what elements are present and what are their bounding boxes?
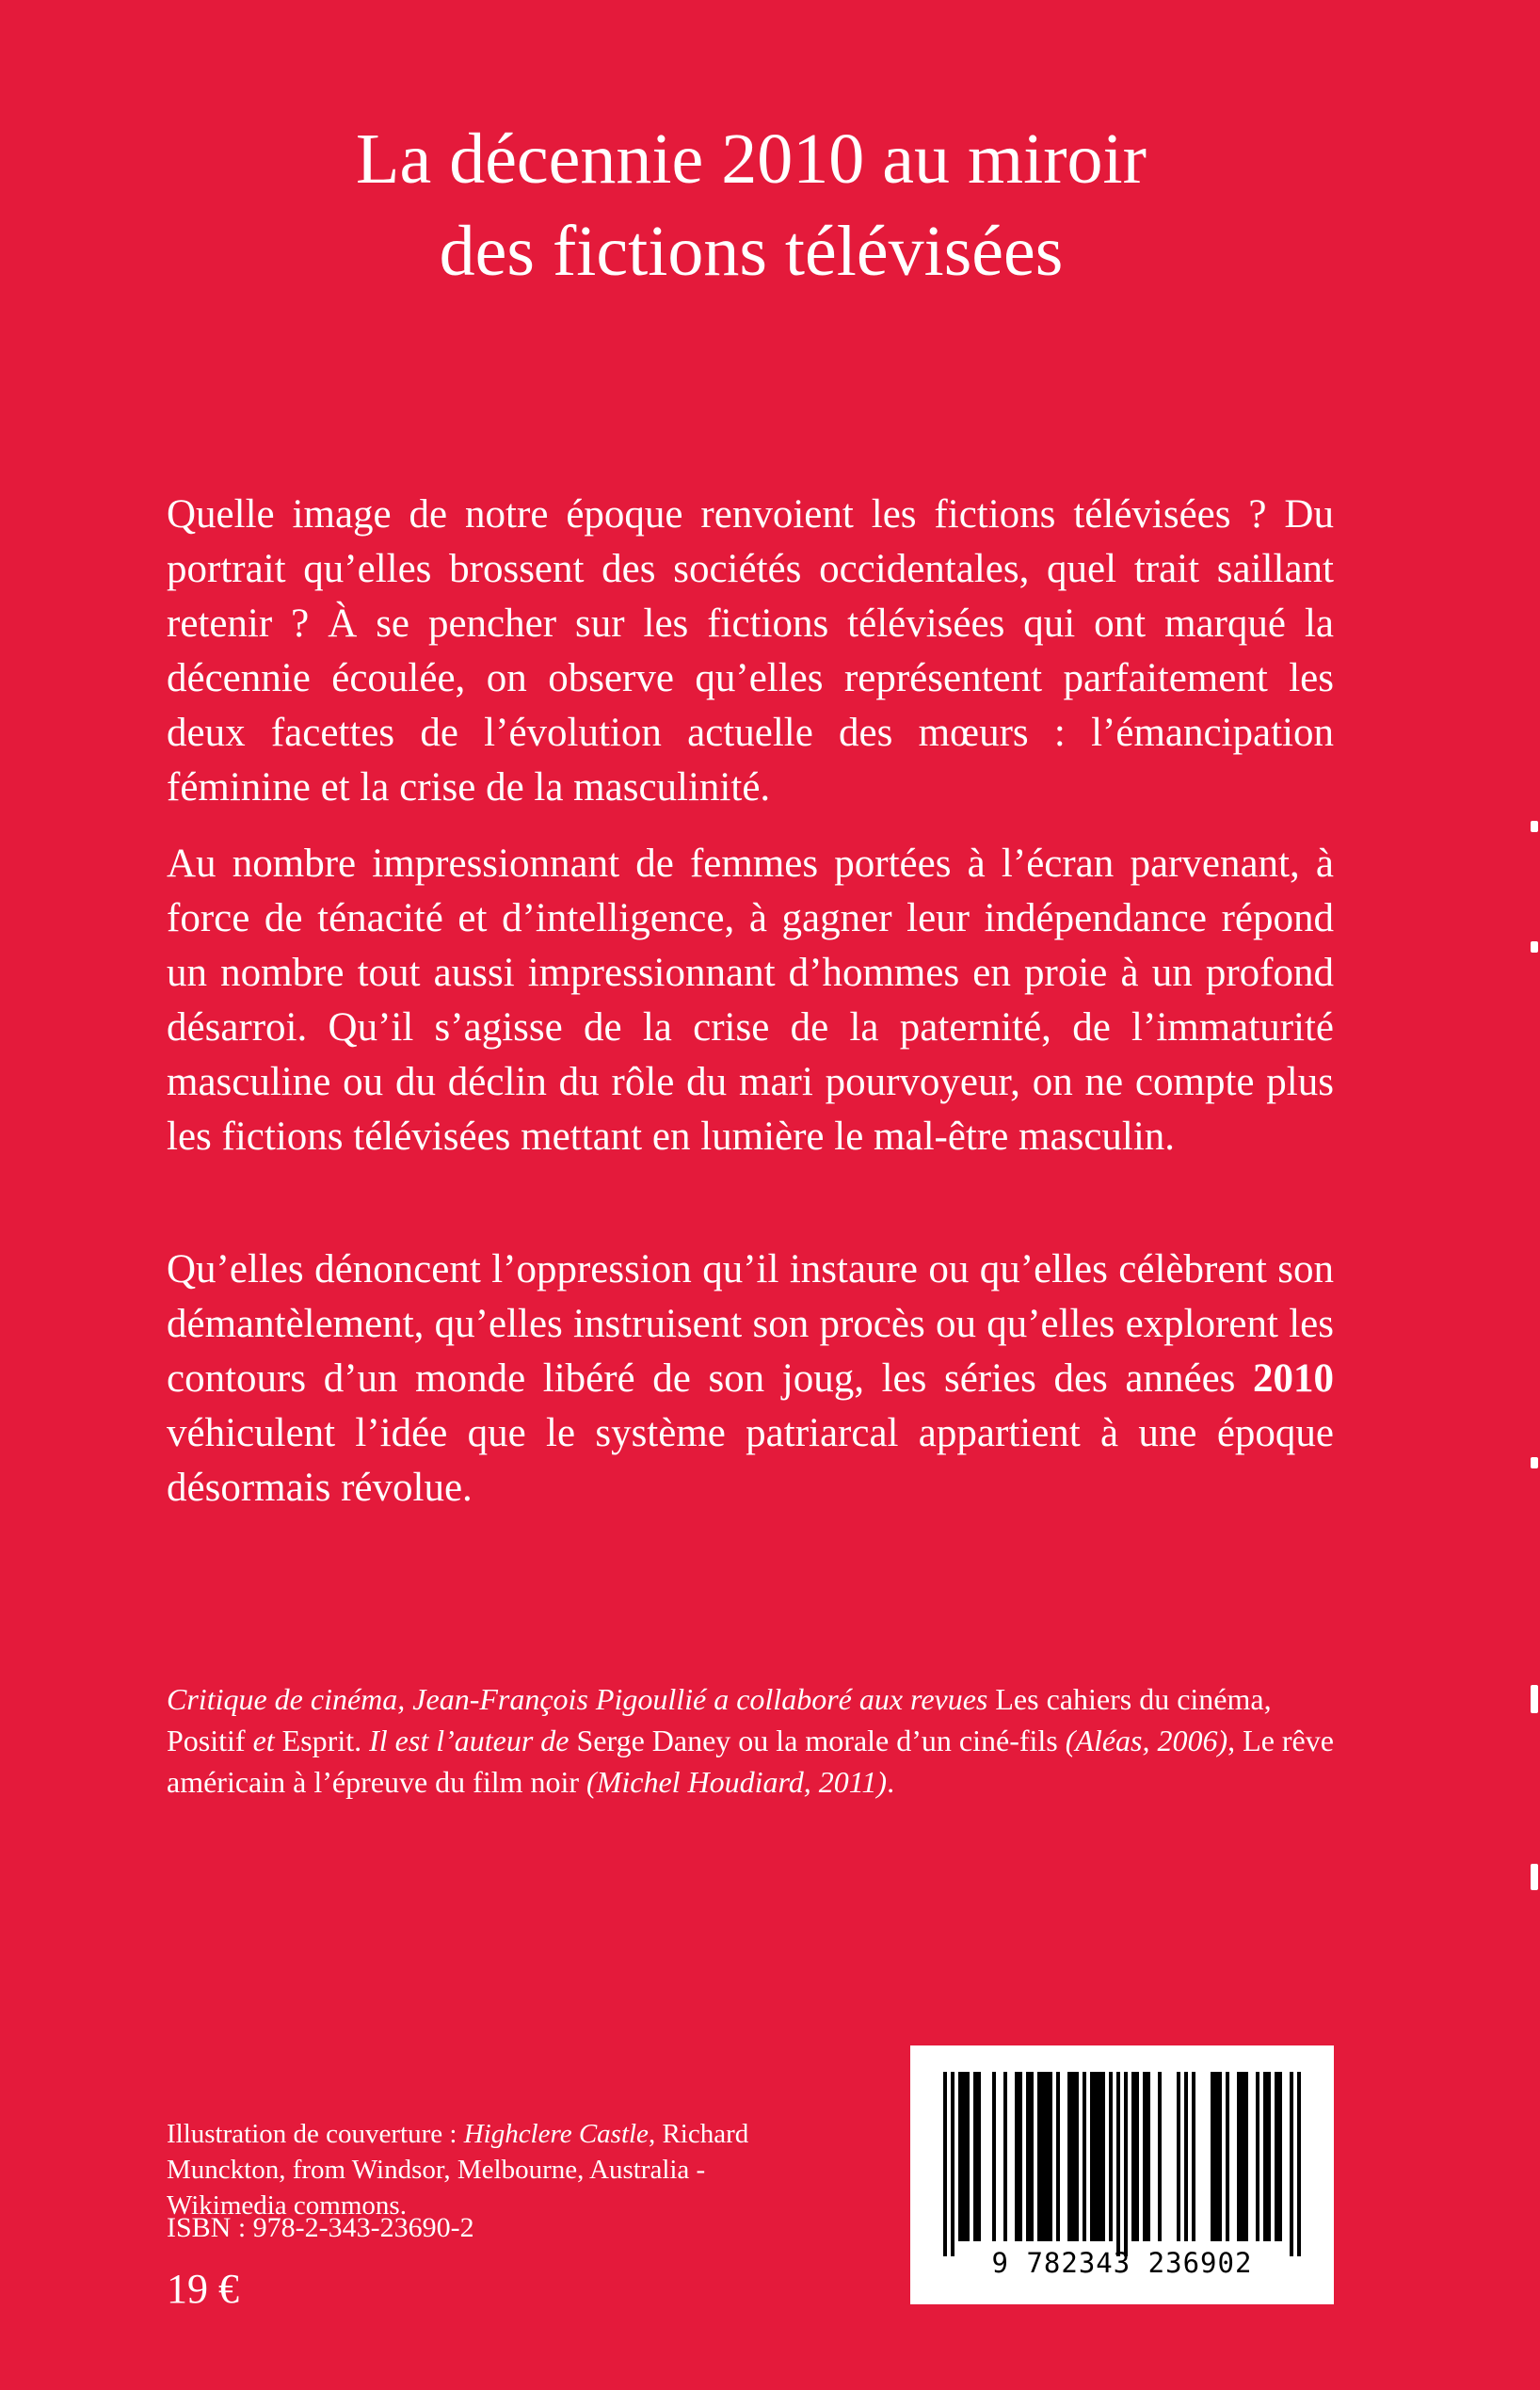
barcode-bar — [1015, 2072, 1022, 2241]
barcode-bar — [1026, 2072, 1034, 2241]
barcode-bar — [1177, 2072, 1180, 2241]
bio-part-5: Il est l’auteur de — [369, 1724, 569, 1757]
bio-part-8: , Le rêve américain à l’épreuve du film noir — [167, 1724, 1334, 1799]
blurb-p3-year: 2010 — [1253, 1356, 1334, 1401]
barcode-bar — [1143, 2072, 1150, 2241]
barcode-bar — [1083, 2072, 1086, 2241]
blurb-paragraph-2: Au nombre impressionnant de femmes portées à l’écran parvenant, à force de ténacité et d’intelligence, à gagner leur indépendance répond un nombre tout aussi impressionnant d’hommes en proie à un profond désarroi. Qu’il s’agisse de la crise de la paternité, de l’immaturité masculine ou du déclin du rôle du mari pourvoyeur, on ne compte plus les fictions télévisées mettant en lumière le mal-être masculin. — [167, 842, 1334, 1159]
barcode-bar — [1275, 2072, 1282, 2241]
barcode-bar — [1124, 2072, 1128, 2256]
barcode-bar — [1237, 2072, 1248, 2241]
blurb-paragraph-3 — [167, 1243, 1334, 1516]
barcode-bar — [973, 2072, 981, 2241]
barcode-bar — [1211, 2072, 1222, 2241]
barcode-bar — [1109, 2072, 1113, 2241]
barcode-bar — [1116, 2072, 1120, 2256]
barcode-bar — [1131, 2072, 1139, 2241]
title-line-1: La décennie 2010 au miroir — [356, 120, 1147, 199]
barcode-digits: 9 782343 236902 — [991, 2247, 1253, 2279]
bio-part-10: . — [887, 1765, 895, 1799]
bio-part-1: Critique de cinéma, Jean-François Pigoullié a collaboré aux revues — [167, 1682, 988, 1716]
barcode-box — [910, 2045, 1334, 2304]
edge-mark-2 — [1531, 941, 1538, 953]
barcode-bar — [958, 2072, 970, 2241]
barcode-bar — [1256, 2072, 1259, 2241]
blurb-p3-end: véhiculent l’idée que le système patriarcal appartient à une époque désormais révolue. — [167, 1411, 1334, 1510]
barcode-bar — [1297, 2072, 1301, 2256]
blurb-paragraph-1: Quelle image de notre époque renvoient les fictions télévisées ? Du portrait qu’elles brossent des sociétés occidentales, quel trait saillant retenir ? À se pencher sur les fictions télévisées qui ont marqué la décennie écoulée, on observe qu’elles représentent parfaitement les deux facettes de l’évolution actuelle des mœurs : l’émancipation féminine et la crise de la masculinité. — [167, 492, 1334, 810]
bio-part-4: Esprit. — [274, 1724, 370, 1757]
price-text: 19 € — [167, 2266, 239, 2312]
barcode-bar — [1056, 2072, 1060, 2241]
edge-mark-4 — [1531, 1685, 1538, 1713]
barcode-bar — [1184, 2072, 1188, 2241]
barcode-bar — [1226, 2072, 1229, 2241]
blurb-p3-start: Qu’elles dénoncent l’oppression qu’il instaure ou qu’elles célèbrent son démantèlement, qu’elles instruisent son procès ou qu’elles explorent les contours d’un monde libéré de son joug, les séries des années — [167, 1247, 1334, 1401]
cover-illustration-credit — [167, 2116, 769, 2223]
barcode-bar — [1158, 2072, 1162, 2241]
edge-mark-3 — [1531, 1457, 1538, 1468]
barcode-bar — [943, 2072, 947, 2256]
edge-mark-5 — [1531, 1864, 1538, 1890]
barcode-bar — [1037, 2072, 1052, 2241]
title-line-2: des fictions télévisées — [439, 212, 1064, 291]
bio-part-9: (Michel Houdiard, 2011) — [586, 1765, 888, 1799]
barcode-bar — [1290, 2072, 1293, 2256]
bio-part-7: (Aléas, 2006) — [1065, 1724, 1228, 1757]
credit-work-title: Highclere Castle — [463, 2119, 649, 2149]
barcode-bar — [1090, 2072, 1105, 2241]
credit-prefix: Illustration de couverture : — [167, 2119, 464, 2149]
barcode-bar — [1003, 2072, 1007, 2241]
bio-part-2: Les cahiers du cinéma, Positif — [167, 1682, 1272, 1757]
edge-mark-1 — [1531, 821, 1538, 832]
book-title — [0, 113, 1502, 297]
credit-rest: , Richard Munckton, from Windsor, Melbourne, Australia - Wikimedia commons. — [167, 2119, 749, 2221]
isbn-text: ISBN : 978-2-343-23690-2 — [167, 2212, 474, 2243]
bio-part-3: et — [252, 1724, 275, 1757]
bio-part-6: Serge Daney ou la morale d’un ciné-fils — [569, 1724, 1066, 1757]
barcode-bar — [1263, 2072, 1271, 2241]
barcode-bar — [951, 2072, 954, 2256]
barcode-bar — [992, 2072, 996, 2241]
barcode-bar — [1067, 2072, 1079, 2241]
barcode-bar — [1192, 2072, 1195, 2241]
author-bio — [167, 1678, 1334, 1803]
